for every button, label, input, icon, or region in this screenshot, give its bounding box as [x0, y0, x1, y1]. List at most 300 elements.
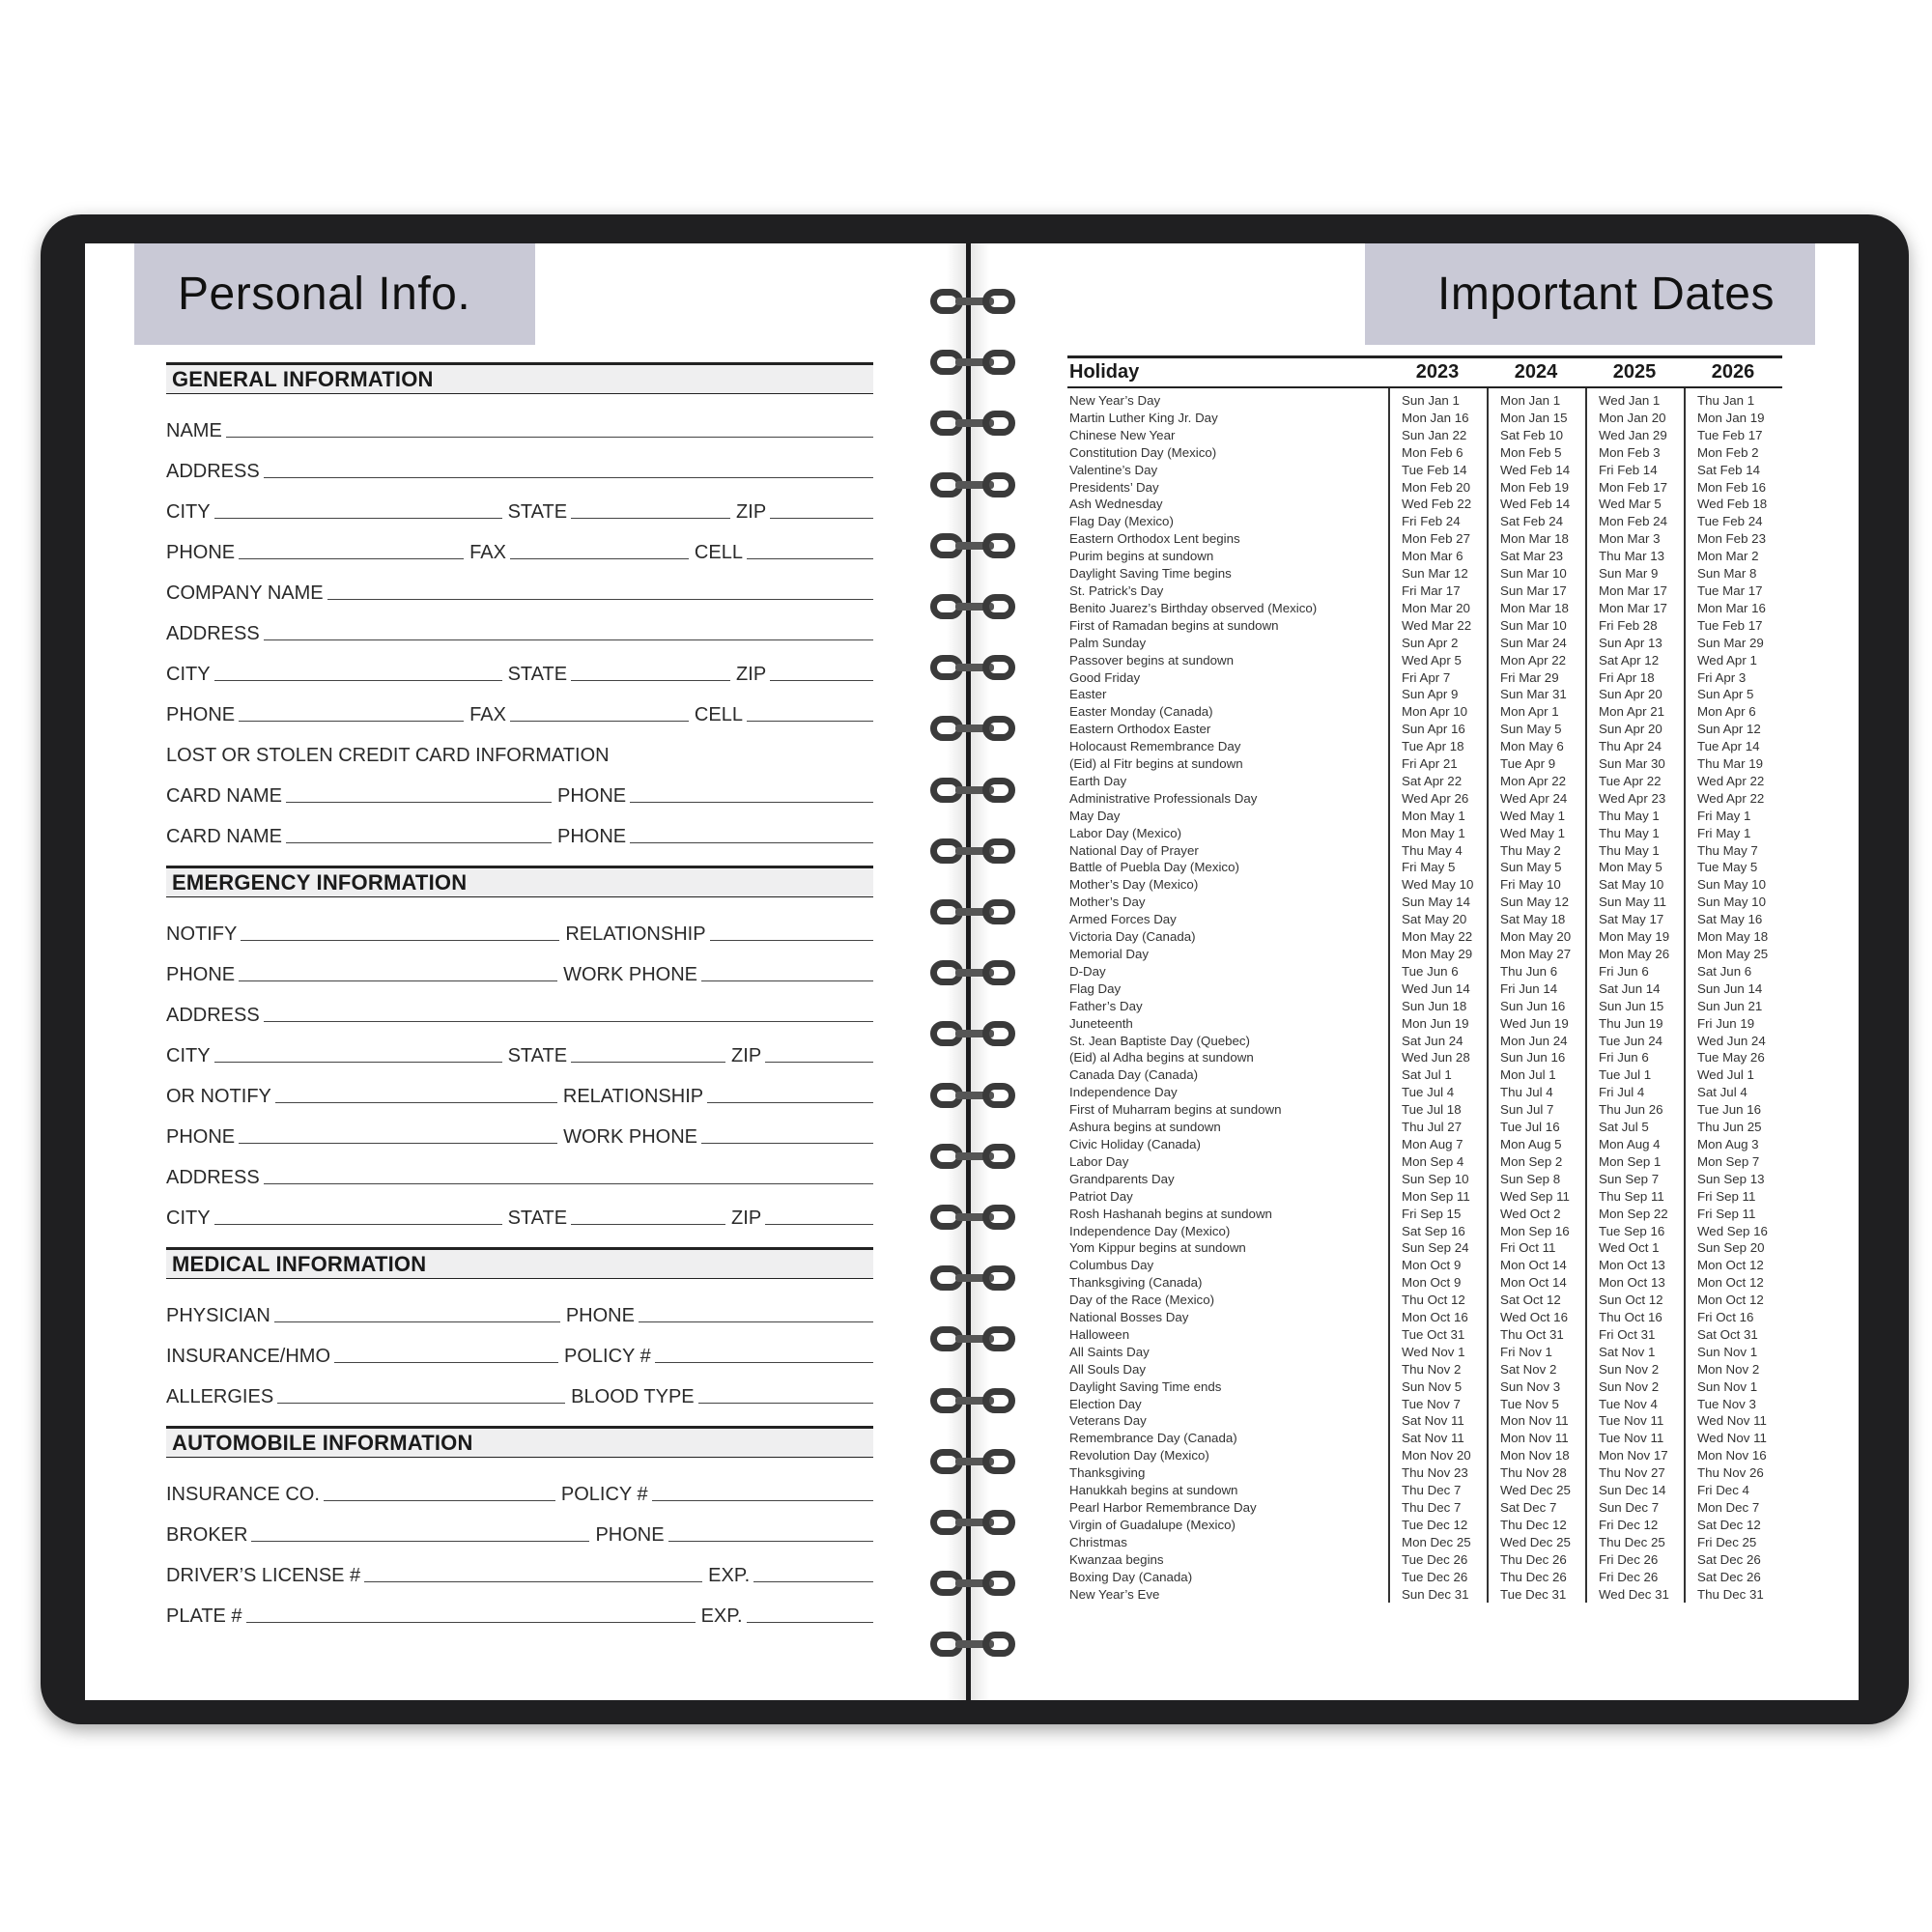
phone-field[interactable]	[630, 801, 873, 803]
zip-field[interactable]	[765, 1061, 873, 1063]
holiday-date: Thu Dec 26	[1500, 1551, 1567, 1567]
holiday-name: Holocaust Remembrance Day	[1069, 739, 1241, 754]
field-label: STATE	[507, 501, 568, 523]
holiday-date: Sun Apr 20	[1599, 687, 1662, 702]
holiday-date: Thu Dec 26	[1500, 1569, 1567, 1584]
field-label: EXP.	[700, 1605, 743, 1627]
holiday-date: Mon Nov 18	[1500, 1448, 1570, 1463]
holiday-date: Sun Apr 16	[1402, 722, 1465, 737]
holiday-date: Fri Oct 31	[1599, 1326, 1656, 1342]
holiday-date: Tue May 26	[1697, 1050, 1765, 1065]
holiday-name: May Day	[1069, 808, 1121, 823]
holiday-date: Mon Sep 4	[1402, 1153, 1464, 1169]
holiday-date: Wed Nov 1	[1402, 1344, 1465, 1359]
holiday-date: Tue Apr 18	[1402, 739, 1464, 754]
phone-field[interactable]	[639, 1321, 873, 1322]
form-row	[166, 1067, 873, 1108]
holiday-date: Wed Apr 22	[1697, 773, 1765, 788]
holiday-name: Mother’s Day (Mexico)	[1069, 877, 1199, 893]
holiday-date: Sun Jun 16	[1500, 1050, 1566, 1065]
holiday-date: Mon Sep 11	[1402, 1188, 1470, 1204]
relationship-field[interactable]	[710, 939, 873, 941]
address-field[interactable]	[264, 639, 873, 640]
holiday-date: Thu Apr 24	[1599, 739, 1662, 754]
holiday-date: Wed Feb 14	[1500, 497, 1571, 512]
cell-field[interactable]	[747, 557, 873, 559]
holiday-date: Mon Oct 13	[1599, 1258, 1665, 1273]
holiday-name: Day of the Race (Mexico)	[1069, 1293, 1215, 1308]
holiday-date: Tue Apr 22	[1599, 773, 1662, 788]
holiday-date: Sun Jan 1	[1402, 393, 1460, 408]
form-row	[166, 986, 873, 1027]
holiday-date: Sun May 10	[1697, 895, 1766, 910]
holiday-date: Sat Nov 11	[1402, 1431, 1464, 1446]
holiday-date: Mon May 19	[1599, 929, 1670, 945]
holiday-date: Mon May 29	[1402, 947, 1473, 961]
holiday-date: Thu Nov 26	[1697, 1465, 1764, 1481]
holiday-date: Sun Dec 31	[1402, 1586, 1469, 1602]
holiday-date: Wed Feb 14	[1500, 462, 1571, 477]
holiday-name: D-Day	[1069, 963, 1106, 979]
holiday-date: Thu Jun 26	[1599, 1102, 1663, 1118]
holiday-date: Sat May 20	[1402, 912, 1467, 927]
holiday-date: Tue Mar 17	[1697, 582, 1763, 598]
city-field[interactable]	[214, 1223, 502, 1225]
state-field[interactable]	[571, 517, 730, 519]
form-row	[166, 1189, 873, 1230]
holiday-date: Tue Jun 16	[1697, 1102, 1762, 1118]
holiday-date: Tue Feb 17	[1697, 617, 1763, 633]
year-header: 2026	[1711, 361, 1755, 383]
field-label: RELATIONSHIP	[565, 923, 706, 945]
field-label: ALLERGIES	[166, 1386, 274, 1407]
state-field[interactable]	[571, 679, 730, 681]
form-row	[166, 605, 873, 645]
holiday-date: Mon Feb 17	[1599, 479, 1667, 495]
field-label: PHONE	[166, 1126, 236, 1148]
holiday-name: Earth Day	[1069, 773, 1127, 788]
notify-field[interactable]	[241, 939, 559, 941]
holiday-name: Flag Day (Mexico)	[1069, 514, 1174, 529]
holiday-date: Mon Jun 24	[1500, 1033, 1568, 1048]
holiday-date: Tue Apr 9	[1500, 756, 1556, 772]
year-column-2025	[1585, 388, 1684, 1603]
holiday-name: Ash Wednesday	[1069, 497, 1163, 512]
state-field[interactable]	[571, 1223, 725, 1225]
spiral-ring	[930, 836, 1019, 868]
holiday-name: Labor Day (Mexico)	[1069, 825, 1182, 840]
name-field[interactable]	[226, 436, 873, 438]
spiral-ring	[930, 1263, 1019, 1295]
section-heading-text: GENERAL INFORMATION	[172, 366, 434, 391]
holiday-date: Fri Dec 26	[1599, 1569, 1659, 1584]
holiday-date: Fri Mar 17	[1402, 582, 1461, 598]
field-label: INSURANCE CO.	[166, 1484, 320, 1505]
card-name-field[interactable]	[286, 841, 552, 843]
holiday-date: Mon Dec 7	[1697, 1500, 1760, 1515]
holiday-date: Wed Sep 16	[1697, 1223, 1768, 1238]
holiday-name: Ashura begins at sundown	[1069, 1120, 1221, 1135]
field-label: CARD NAME	[166, 785, 283, 807]
holiday-date: Sun Jun 21	[1697, 998, 1763, 1013]
holiday-date: Sun Jun 15	[1599, 998, 1664, 1013]
holiday-name: Independence Day (Mexico)	[1069, 1223, 1231, 1238]
plate-field[interactable]	[246, 1621, 696, 1623]
physician-field[interactable]	[274, 1321, 560, 1322]
holiday-date: Tue Jun 6	[1402, 963, 1459, 979]
holiday-name: Martin Luther King Jr. Day	[1069, 410, 1218, 425]
section-heading-text: EMERGENCY INFORMATION	[172, 869, 468, 895]
holiday-date: Wed Apr 23	[1599, 790, 1666, 806]
holiday-date: Sun Sep 13	[1697, 1171, 1765, 1186]
table-header	[1067, 355, 1782, 388]
holiday-date: Mon Apr 22	[1500, 773, 1567, 788]
holiday-date: Thu Oct 12	[1402, 1293, 1465, 1308]
spiral-ring	[930, 713, 1019, 746]
holiday-name: Columbus Day	[1069, 1258, 1154, 1273]
holiday-date: Sun May 11	[1599, 895, 1666, 910]
holiday-date: Mon May 25	[1697, 947, 1769, 961]
form-row	[166, 726, 873, 767]
field-label: PHONE	[557, 785, 627, 807]
fax-field[interactable]	[510, 557, 689, 559]
policy-field[interactable]	[652, 1499, 873, 1501]
important-dates-tab	[1365, 243, 1815, 345]
holiday-name: New Year’s Day	[1069, 393, 1161, 408]
cell-field[interactable]	[747, 720, 873, 722]
city-field[interactable]	[214, 679, 502, 681]
field-label: PHONE	[557, 826, 627, 847]
spiral-ring	[930, 775, 1019, 808]
holiday-date: Tue Dec 26	[1402, 1569, 1468, 1584]
field-label: OR NOTIFY	[166, 1086, 271, 1107]
exp-field[interactable]	[747, 1621, 873, 1623]
card-name-field[interactable]	[286, 801, 552, 803]
holiday-date: Sat Dec 7	[1500, 1500, 1557, 1515]
holiday-name: Memorial Day	[1069, 947, 1150, 961]
zip-field[interactable]	[770, 679, 873, 681]
form-row	[166, 1327, 873, 1368]
holiday-date: Wed Jun 24	[1697, 1033, 1766, 1048]
holiday-date: Sat May 18	[1500, 912, 1566, 927]
year-column-2026	[1684, 388, 1782, 1603]
holiday-date: Sun Apr 9	[1402, 687, 1459, 702]
holiday-date: Thu Jan 1	[1697, 393, 1755, 408]
section-heading	[166, 362, 873, 394]
holiday-name: Valentine’s Day	[1069, 462, 1158, 477]
fax-field[interactable]	[510, 720, 689, 722]
holiday-date: Sun Apr 12	[1697, 722, 1761, 737]
holiday-date: Fri Dec 4	[1697, 1483, 1749, 1498]
form-row	[166, 1506, 873, 1547]
field-label: PHONE	[565, 1305, 635, 1326]
holiday-date: Sun Apr 5	[1697, 687, 1754, 702]
holiday-date: Mon Nov 2	[1697, 1361, 1760, 1377]
holiday-date: Mon May 22	[1402, 929, 1473, 945]
field-label: WORK PHONE	[563, 1126, 698, 1148]
holiday-date: Fri Oct 16	[1697, 1310, 1754, 1325]
holiday-date: Mon Mar 18	[1500, 600, 1569, 615]
holiday-date: Mon Feb 27	[1402, 531, 1470, 547]
holiday-date: Fri Dec 26	[1599, 1551, 1659, 1567]
holiday-date: Thu Oct 31	[1500, 1326, 1564, 1342]
form-row	[166, 1108, 873, 1149]
holiday-date: Sat Apr 12	[1599, 652, 1660, 668]
holiday-date: Thu Oct 16	[1599, 1310, 1662, 1325]
phone-field[interactable]	[239, 1142, 557, 1144]
holiday-date: Mon Nov 11	[1500, 1431, 1569, 1446]
holiday-date: Sat Nov 11	[1402, 1413, 1464, 1429]
holiday-date: Mon May 1	[1402, 825, 1465, 840]
field-label: PHONE	[166, 542, 236, 563]
form-row	[166, 1368, 873, 1408]
company-name-field[interactable]	[327, 598, 873, 600]
spiral-ring	[930, 1141, 1019, 1174]
holiday-date: Fri May 10	[1500, 877, 1561, 893]
spiral-ring	[930, 957, 1019, 990]
holiday-date: Thu Jun 6	[1500, 963, 1558, 979]
holiday-date: Mon Nov 20	[1402, 1448, 1471, 1463]
holiday-date: Tue Feb 14	[1402, 462, 1467, 477]
holiday-date: Sun May 5	[1500, 860, 1562, 875]
address-field[interactable]	[264, 1182, 873, 1184]
holiday-date: Fri Jun 14	[1500, 980, 1558, 996]
holiday-name: Constitution Day (Mexico)	[1069, 444, 1217, 460]
holiday-name: Father’s Day	[1069, 998, 1143, 1013]
address-field[interactable]	[264, 476, 873, 478]
holiday-date: Sun Nov 1	[1697, 1344, 1758, 1359]
holiday-date: Mon Apr 6	[1697, 704, 1756, 720]
holiday-date: Mon Sep 1	[1599, 1153, 1662, 1169]
address-field[interactable]	[264, 1020, 873, 1022]
holiday-date: Thu May 1	[1599, 842, 1660, 858]
holiday-date: Mon Jun 19	[1402, 1015, 1469, 1031]
holiday-date: Tue Nov 11	[1599, 1413, 1664, 1429]
holiday-date: Sat Dec 26	[1697, 1569, 1761, 1584]
spiral-ring	[930, 530, 1019, 563]
work-phone-field[interactable]	[701, 980, 873, 981]
blood-type-field[interactable]	[698, 1402, 873, 1404]
field-label: CELL	[694, 542, 743, 563]
holiday-name: Christmas	[1069, 1534, 1127, 1549]
holiday-date: Mon Aug 4	[1599, 1136, 1661, 1151]
holiday-date: Mon May 27	[1500, 947, 1572, 961]
field-label: ADDRESS	[166, 623, 260, 644]
holiday-date: Sun Jan 22	[1402, 427, 1467, 442]
holiday-name: First of Ramadan begins at sundown	[1069, 617, 1279, 633]
field-label: NOTIFY	[166, 923, 238, 945]
spiral-ring	[930, 1568, 1019, 1601]
broker-field[interactable]	[251, 1540, 589, 1542]
city-field[interactable]	[214, 1061, 502, 1063]
holiday-date: Mon May 6	[1500, 739, 1564, 754]
holiday-date: Fri Apr 7	[1402, 669, 1451, 685]
holiday-date: Mon Oct 12	[1697, 1258, 1764, 1273]
field-label: CITY	[166, 664, 211, 685]
holiday-date: Fri Feb 28	[1599, 617, 1658, 633]
holiday-date: Wed Nov 11	[1697, 1413, 1767, 1429]
phone-field[interactable]	[239, 557, 464, 559]
spiral-ring	[930, 347, 1019, 380]
holiday-date: Tue Jul 16	[1500, 1120, 1560, 1135]
holiday-date: Tue Dec 12	[1402, 1517, 1468, 1532]
phone-field[interactable]	[239, 720, 464, 722]
holiday-date: Wed May 1	[1500, 808, 1566, 823]
holiday-date: Sun May 5	[1500, 722, 1562, 737]
holiday-date: Mon Mar 17	[1599, 582, 1667, 598]
holiday-name: Patriot Day	[1069, 1188, 1133, 1204]
state-field[interactable]	[571, 1061, 725, 1063]
holiday-date: Mon Sep 2	[1500, 1153, 1563, 1169]
holiday-date: Sun Apr 13	[1599, 635, 1662, 650]
holiday-date: Mon Aug 3	[1697, 1136, 1759, 1151]
personal-info-title: Personal Info.	[178, 269, 471, 320]
holiday-date: Fri Dec 25	[1697, 1534, 1757, 1549]
holiday-date: Mon Dec 25	[1402, 1534, 1471, 1549]
form-row	[166, 483, 873, 524]
field-label: WORK PHONE	[563, 964, 698, 985]
exp-field[interactable]	[753, 1580, 873, 1582]
spiral-ring	[930, 1507, 1019, 1540]
holiday-date: Mon May 1	[1402, 808, 1465, 823]
holiday-name: Passover begins at sundown	[1069, 652, 1235, 668]
field-label: POLICY #	[564, 1346, 651, 1367]
holiday-header: Holiday	[1069, 361, 1140, 383]
holiday-date: Fri Apr 18	[1599, 669, 1655, 685]
phone-field[interactable]	[630, 841, 873, 843]
holiday-date: Tue Dec 31	[1500, 1586, 1567, 1602]
allergies-field[interactable]	[277, 1402, 565, 1404]
holiday-date: Mon Nov 16	[1697, 1448, 1767, 1463]
holiday-date: Sun Sep 10	[1402, 1171, 1469, 1186]
holiday-date: Mon Oct 13	[1599, 1275, 1665, 1291]
holiday-date: Mon Aug 7	[1402, 1136, 1463, 1151]
holiday-name: Pearl Harbor Remembrance Day	[1069, 1500, 1257, 1515]
field-label: PHYSICIAN	[166, 1305, 270, 1326]
year-header: 2023	[1415, 361, 1460, 383]
holiday-date: Sun Nov 2	[1599, 1378, 1660, 1394]
field-label: ZIP	[736, 664, 767, 685]
driver-s-license-field[interactable]	[364, 1580, 702, 1582]
field-label: CARD NAME	[166, 826, 283, 847]
holiday-date: Sun Jun 14	[1697, 980, 1763, 996]
holiday-date: Wed Apr 26	[1402, 790, 1469, 806]
holiday-name: Eastern Orthodox Lent begins	[1069, 531, 1240, 547]
holiday-date: Wed Mar 5	[1599, 497, 1662, 512]
work-phone-field[interactable]	[701, 1142, 873, 1144]
holiday-name: Chinese New Year	[1069, 427, 1176, 442]
holiday-date: Mon Apr 21	[1599, 704, 1665, 720]
field-label: PHONE	[166, 964, 236, 985]
holiday-date: Wed Oct 1	[1599, 1240, 1660, 1256]
zip-field[interactable]	[765, 1223, 873, 1225]
holiday-name: (Eid) al Adha begins at sundown	[1069, 1050, 1254, 1065]
city-field[interactable]	[214, 517, 502, 519]
holiday-date: Sat Jun 14	[1599, 980, 1661, 996]
holiday-date: Sat Jun 24	[1402, 1033, 1463, 1048]
holiday-name: Labor Day	[1069, 1153, 1129, 1169]
form-row	[166, 1465, 873, 1506]
relationship-field[interactable]	[707, 1101, 873, 1103]
holiday-date: Mon Feb 5	[1500, 444, 1562, 460]
field-label: BLOOD TYPE	[571, 1386, 695, 1407]
holiday-date: Sun Mar 30	[1599, 756, 1665, 772]
holiday-date: Sun Jun 18	[1402, 998, 1467, 1013]
holiday-date: Tue Nov 3	[1697, 1396, 1756, 1411]
spiral-ring	[930, 408, 1019, 440]
holiday-date: Thu Dec 31	[1697, 1586, 1764, 1602]
holiday-date: Wed Jun 19	[1500, 1015, 1569, 1031]
holiday-date: Sun Sep 7	[1599, 1171, 1660, 1186]
holiday-date: Mon Sep 16	[1500, 1223, 1570, 1238]
holiday-date: Tue Nov 11	[1599, 1431, 1664, 1446]
holiday-name: All Saints Day	[1069, 1344, 1150, 1359]
insurance-co-field[interactable]	[324, 1499, 555, 1501]
form-row	[166, 564, 873, 605]
holiday-name: Benito Juarez’s Birthday observed (Mexico)	[1069, 600, 1318, 615]
holiday-date: Wed Sep 11	[1500, 1188, 1570, 1204]
holiday-date: Thu May 7	[1697, 842, 1758, 858]
holiday-date: Fri Nov 1	[1500, 1344, 1552, 1359]
holiday-date: Sat May 10	[1599, 877, 1664, 893]
holiday-date: Wed Apr 1	[1697, 652, 1757, 668]
policy-field[interactable]	[655, 1361, 873, 1363]
holiday-date: Sat Feb 24	[1500, 514, 1564, 529]
holiday-date: Wed Dec 25	[1500, 1483, 1571, 1498]
holiday-date: Mon Jan 15	[1500, 410, 1568, 425]
holiday-date: Thu Jun 25	[1697, 1120, 1762, 1135]
zip-field[interactable]	[770, 517, 873, 519]
field-label: POLICY #	[560, 1484, 648, 1505]
holiday-date: Mon May 20	[1500, 929, 1572, 945]
or-notify-field[interactable]	[275, 1101, 557, 1103]
spiral-ring	[930, 1629, 1019, 1662]
holiday-date: Mon Mar 2	[1697, 549, 1759, 564]
field-label: ADDRESS	[166, 1005, 260, 1026]
holiday-date: Tue Apr 14	[1697, 739, 1760, 754]
holiday-date: Fri Jun 19	[1697, 1015, 1755, 1031]
holiday-date: Mon Feb 20	[1402, 479, 1470, 495]
holiday-name: Veterans Day	[1069, 1413, 1147, 1429]
holiday-date: Thu Nov 28	[1500, 1465, 1567, 1481]
holiday-name: Kwanzaa begins	[1069, 1551, 1164, 1567]
field-label: ADDRESS	[166, 461, 260, 482]
holiday-date: Thu May 4	[1402, 842, 1463, 858]
holiday-name: Victoria Day (Canada)	[1069, 929, 1196, 945]
holiday-date: Mon Oct 14	[1500, 1258, 1567, 1273]
holiday-name: Mother’s Day	[1069, 895, 1146, 910]
form-row	[166, 1149, 873, 1189]
phone-field[interactable]	[239, 980, 557, 981]
phone-field[interactable]	[668, 1540, 873, 1542]
holiday-date: Mon May 5	[1599, 860, 1662, 875]
holiday-date: Wed Apr 24	[1500, 790, 1568, 806]
form-row	[166, 767, 873, 808]
holiday-date: Wed Jun 14	[1402, 980, 1470, 996]
form-row	[166, 1547, 873, 1587]
field-label: CITY	[166, 1045, 211, 1066]
holiday-date: Mon May 18	[1697, 929, 1769, 945]
holiday-name: Hanukkah begins at sundown	[1069, 1483, 1238, 1498]
holiday-date: Sat Feb 10	[1500, 427, 1564, 442]
holiday-date: Thu Dec 7	[1402, 1483, 1462, 1498]
holiday-date: Sat May 17	[1599, 912, 1664, 927]
holiday-date: Thu May 1	[1599, 825, 1660, 840]
insurance-hmo-field[interactable]	[334, 1361, 558, 1363]
holiday-date: Wed Feb 18	[1697, 497, 1768, 512]
spiral-ring	[930, 1323, 1019, 1356]
holiday-name: Halloween	[1069, 1326, 1130, 1342]
